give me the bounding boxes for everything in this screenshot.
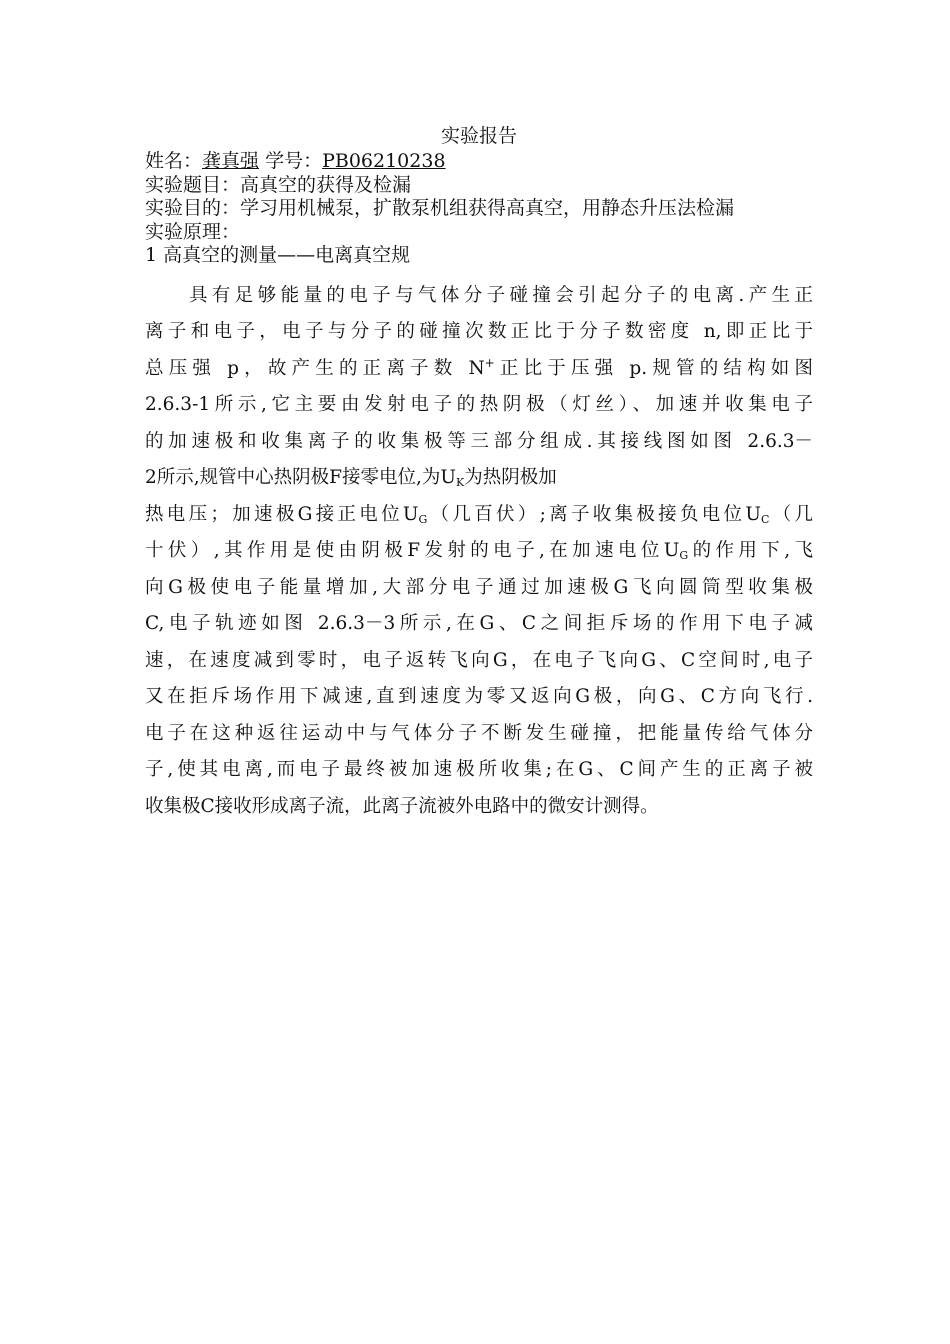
superscript-plus: + — [484, 355, 495, 370]
document-title: 实验报告 — [440, 125, 517, 147]
name-label: 姓名： — [145, 150, 203, 172]
body-text: 总压强 p，故产生的正离子数 N — [145, 357, 485, 379]
body-paragraph — [145, 278, 813, 826]
body-text: 2所示,规管中心热阴极F接零电位,为U — [145, 467, 456, 488]
subscript-c: C — [760, 512, 770, 526]
body-line: 子,使其电离,而电子最终被加速极所收集;在G、C间产生的正离子被 — [145, 759, 813, 780]
body-line: 速，在速度减到零时，电子返转飞向G，在电子飞向G、C空间时,电子 — [145, 649, 813, 671]
body-text: 十伏）,其作用是使由阴极F发射的电子,在加速电位U — [145, 540, 680, 561]
body-line: 离子和电子，电子与分子的碰撞次数正比于分子数密度 n,即正比于 — [145, 321, 813, 342]
body-text: （几百伏）;离子收集极接负电位U — [427, 503, 761, 525]
body-line: 又在拒斥场作用下减速,直到速度为零又返向G极，向G、C方向飞行. — [145, 686, 813, 707]
body-line: 收集极C接收形成离子流，此离子流被外电路中的微安计测得。 — [145, 795, 659, 817]
principle-label: 实验原理： — [145, 220, 241, 243]
body-line — [145, 351, 813, 388]
experiment-purpose: 实验目的：学习用机械泵，扩散泵机组获得高真空，用静态升压法检漏 — [145, 197, 735, 219]
student-id: PB06210238 — [322, 150, 446, 172]
experiment-topic: 实验题目：高真空的获得及检漏 — [145, 173, 412, 196]
body-line: C,电子轨迹如图 2.6.3－3所示,在G、C之间拒斥场的作用下电子减 — [145, 613, 813, 634]
body-line — [145, 460, 813, 497]
subscript-k: K — [455, 476, 465, 489]
body-line: 电子在这种返往运动中与气体分子不断发生碰撞，把能量传给气体分 — [145, 722, 813, 744]
body-line: 的加速极和收集离子的收集极等三部分组成.其接线图如图 2.6.3－ — [145, 430, 813, 452]
body-line: 向G极使电子能量增加,大部分电子通过加速极G飞向圆筒型收集极 — [145, 576, 813, 598]
body-line — [145, 497, 813, 534]
body-text: 热电压；加速极G接正电位U — [145, 503, 419, 525]
document-content — [145, 122, 813, 825]
student-name: 龚真强 — [202, 150, 260, 172]
body-line: 具有足够能量的电子与气体分子碰撞会引起分子的电离.产生正 — [189, 284, 813, 306]
section-heading: 1 高真空的测量——电离真空规 — [145, 244, 411, 266]
body-line: 2.6.3-1所示,它主要由发射电子的热阴极（灯丝）、加速并收集电子 — [145, 394, 813, 415]
body-text: 为热阴极加 — [464, 467, 557, 488]
student-info-line — [145, 150, 813, 174]
body-text: 的作用下,飞 — [688, 540, 813, 561]
body-text: 正比于压强 p.规管的结构如图 — [494, 357, 813, 379]
body-line — [145, 533, 813, 570]
subscript-g: G — [418, 512, 428, 526]
subscript-g: G — [679, 549, 689, 562]
student-id-label: 学号： — [259, 150, 323, 172]
body-text: （几 — [769, 503, 813, 525]
